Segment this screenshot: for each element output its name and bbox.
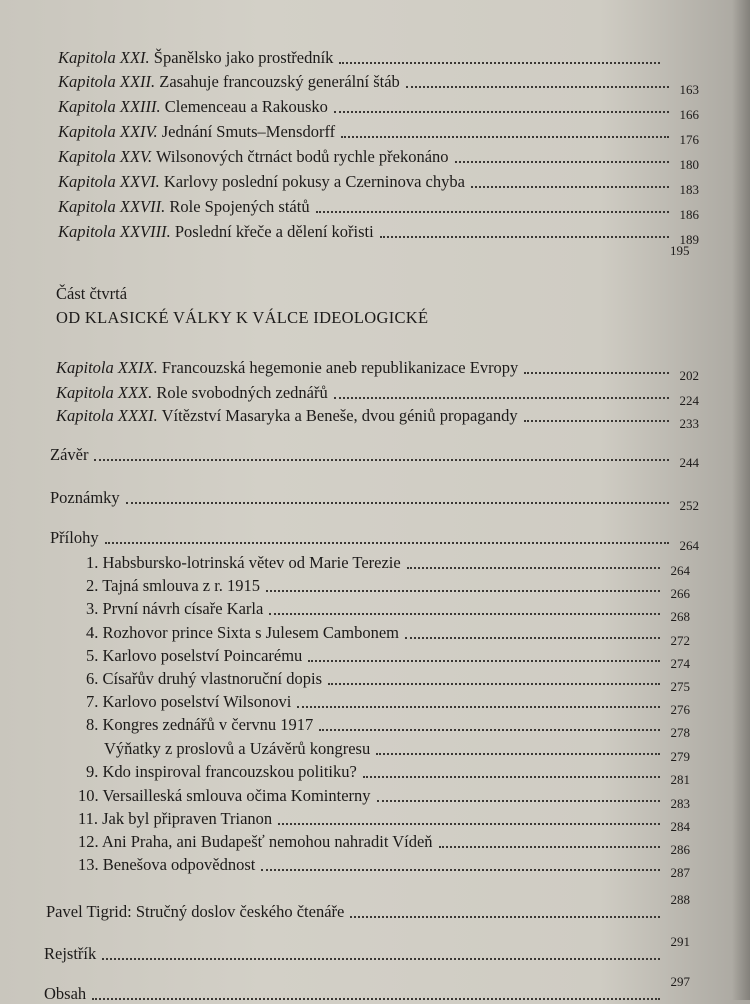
page-number: 286 bbox=[670, 842, 690, 857]
toc-entry bbox=[58, 95, 699, 122]
chapter-title: Karlovy poslední pokusy a Czerninova chyba bbox=[163, 172, 465, 191]
part-label: Část čtvrtá bbox=[56, 284, 128, 303]
leader-dots bbox=[308, 659, 660, 662]
item-number: 9. bbox=[86, 762, 99, 781]
appendix-item bbox=[86, 644, 690, 671]
appendix-item bbox=[78, 853, 690, 880]
chapter-title: Vítězství Masaryka a Beneše, dvou géniů propagandy bbox=[161, 406, 518, 425]
toc-entry bbox=[44, 974, 690, 1004]
page-number: 163 bbox=[679, 82, 699, 97]
item-number: 2. bbox=[86, 576, 99, 595]
toc-entry bbox=[50, 486, 699, 513]
toc-entry bbox=[58, 195, 699, 222]
page-number: 233 bbox=[679, 416, 699, 431]
appendix-item bbox=[86, 574, 690, 601]
section-title: Obsah bbox=[44, 984, 87, 1003]
leader-dots bbox=[94, 458, 669, 461]
item-title: Benešova odpovědnost bbox=[102, 855, 256, 874]
leader-dots bbox=[339, 61, 660, 64]
leader-dots bbox=[380, 235, 669, 238]
leader-dots bbox=[328, 682, 660, 685]
section-title: Poznámky bbox=[50, 488, 120, 507]
toc-entry bbox=[58, 220, 699, 247]
toc-entry bbox=[58, 145, 699, 172]
page-number: 278 bbox=[670, 725, 690, 740]
leader-dots bbox=[407, 566, 660, 569]
item-title: Ani Praha, ani Budapešť nemohou nahradit Vídeň bbox=[101, 832, 433, 851]
chapter-title: Role Spojených států bbox=[169, 197, 310, 216]
chapter-title: Jednání Smuts–Mensdorff bbox=[161, 122, 336, 141]
item-number: 4. bbox=[86, 623, 99, 642]
chapter-number: Kapitola XXVII. bbox=[58, 197, 166, 216]
chapter-number: Kapitola XXIV. bbox=[58, 122, 158, 141]
item-number: 6. bbox=[86, 669, 99, 688]
item-number: 8. bbox=[86, 715, 99, 734]
appendix-item bbox=[86, 621, 690, 648]
leader-dots bbox=[524, 419, 669, 422]
chapter-number: Kapitola XXV. bbox=[58, 147, 153, 166]
chapter-number: Kapitola XXXI. bbox=[56, 406, 158, 425]
page-number: 166 bbox=[679, 107, 699, 122]
item-number: 11. bbox=[78, 809, 99, 828]
page-number: 272 bbox=[670, 633, 690, 648]
leader-dots bbox=[406, 85, 669, 88]
page-edge-shadow bbox=[732, 0, 750, 1000]
part-title: OD KLASICKÉ VÁLKY K VÁLCE IDEOLOGICKÉ bbox=[56, 308, 429, 327]
section-title: Pavel Tigrid: Stručný doslov českého čtenáře bbox=[46, 902, 345, 921]
page-number: 252 bbox=[679, 498, 699, 513]
page-number: 276 bbox=[670, 702, 690, 717]
page-number: 186 bbox=[679, 207, 699, 222]
chapter-title: Clemenceau a Rakousko bbox=[164, 97, 328, 116]
appendix-item bbox=[86, 760, 690, 787]
chapter-title: Role svobodných zednářů bbox=[156, 383, 328, 402]
item-title: Kdo inspiroval francouzskou politiku? bbox=[102, 762, 357, 781]
appendix-item bbox=[86, 597, 690, 624]
leader-dots bbox=[439, 845, 660, 848]
toc-entry bbox=[58, 120, 699, 147]
item-number: 13. bbox=[78, 855, 99, 874]
page-number: 288 bbox=[670, 892, 690, 907]
item-number: 5. bbox=[86, 646, 99, 665]
leader-dots bbox=[377, 799, 660, 802]
item-number: 1. bbox=[86, 553, 99, 572]
page-number: 189 bbox=[679, 232, 699, 247]
appendix-item bbox=[86, 551, 690, 578]
page-number: 195 bbox=[670, 243, 690, 258]
section-title: Rejstřík bbox=[44, 944, 97, 963]
item-title: Jak byl připraven Trianon bbox=[102, 809, 273, 828]
page-number: 244 bbox=[679, 455, 699, 470]
leader-dots bbox=[455, 160, 669, 163]
leader-dots bbox=[376, 752, 660, 755]
chapter-title: Poslední křeče a dělení kořisti bbox=[174, 222, 374, 241]
item-number: 10. bbox=[78, 786, 99, 805]
leader-dots bbox=[269, 612, 660, 615]
item-title: Kongres zednářů v červnu 1917 bbox=[102, 715, 314, 734]
chapter-title: Francouzská hegemonie aneb republikanizace Evropy bbox=[161, 358, 519, 377]
leader-dots bbox=[350, 915, 660, 918]
item-title: Císařův druhý vlastnoruční dopis bbox=[102, 669, 323, 688]
toc-entry bbox=[56, 381, 699, 408]
toc-entry bbox=[58, 46, 690, 68]
toc-entry bbox=[58, 70, 699, 97]
item-title: Tajná smlouva z r. 1915 bbox=[102, 576, 261, 595]
item-title: Habsbursko-lotrinská větev od Marie Terezie bbox=[102, 553, 401, 572]
leader-dots bbox=[334, 396, 669, 399]
toc-entry bbox=[50, 443, 699, 470]
item-title: Karlovo poselství Wilsonovi bbox=[102, 692, 292, 711]
chapter-title: Wilsonových čtrnáct bodů rychle překonáno bbox=[155, 147, 449, 166]
page-number: 264 bbox=[670, 563, 690, 578]
item-title: Rozhovor prince Sixta s Julesem Cambonem bbox=[102, 623, 399, 642]
page-number: 283 bbox=[670, 796, 690, 811]
toc-entry bbox=[44, 934, 690, 964]
chapter-number: Kapitola XXI. bbox=[58, 48, 150, 67]
page-number: 224 bbox=[679, 393, 699, 408]
toc-entry bbox=[46, 892, 690, 922]
page-number: 176 bbox=[679, 132, 699, 147]
leader-dots bbox=[405, 636, 660, 639]
leader-dots bbox=[334, 110, 669, 113]
leader-dots bbox=[341, 135, 669, 138]
leader-dots bbox=[363, 775, 660, 778]
page-number: 297 bbox=[670, 974, 690, 989]
leader-dots bbox=[278, 822, 660, 825]
appendix-item bbox=[86, 690, 690, 717]
leader-dots bbox=[266, 589, 660, 592]
toc-entry bbox=[56, 404, 699, 431]
chapter-number: Kapitola XXX. bbox=[56, 383, 153, 402]
chapter-number: Kapitola XXII. bbox=[58, 72, 156, 91]
appendix-item bbox=[78, 830, 690, 857]
chapter-title: Zasahuje francouzský generální štáb bbox=[159, 72, 400, 91]
item-number: 12. bbox=[78, 832, 99, 851]
chapter-number: Kapitola XXIII. bbox=[58, 97, 161, 116]
page-number: 180 bbox=[679, 157, 699, 172]
page-number: 266 bbox=[670, 586, 690, 601]
toc-entry bbox=[56, 356, 699, 383]
page-number: 287 bbox=[670, 865, 690, 880]
leader-dots bbox=[316, 210, 669, 213]
page-number: 202 bbox=[679, 368, 699, 383]
appendix-item bbox=[104, 737, 690, 764]
chapter-number: Kapitola XXIX. bbox=[56, 358, 158, 377]
chapter-number: Kapitola XXVIII. bbox=[58, 222, 171, 241]
page-number: 268 bbox=[670, 609, 690, 624]
chapter-number: Kapitola XXVI. bbox=[58, 172, 160, 191]
page-number: 183 bbox=[679, 182, 699, 197]
leader-dots bbox=[524, 371, 669, 374]
item-title: Výňatky z proslovů a Uzávěrů kongresu bbox=[104, 739, 371, 758]
leader-dots bbox=[105, 541, 669, 544]
item-title: První návrh císaře Karla bbox=[102, 599, 264, 618]
appendix-item bbox=[86, 667, 690, 694]
item-title: Karlovo poselství Poincarému bbox=[102, 646, 303, 665]
section-title: Závěr bbox=[50, 445, 89, 464]
appendix-item bbox=[86, 713, 690, 740]
leader-dots bbox=[102, 957, 660, 960]
section-title: Přílohy bbox=[50, 528, 99, 547]
page-number: 284 bbox=[670, 819, 690, 834]
page-number: 291 bbox=[670, 934, 690, 949]
leader-dots bbox=[126, 501, 669, 504]
page-number: 274 bbox=[670, 656, 690, 671]
appendix-item bbox=[78, 784, 690, 811]
leader-dots bbox=[261, 868, 660, 871]
page-number: 275 bbox=[670, 679, 690, 694]
item-title: Versailleská smlouva očima Kominterny bbox=[102, 786, 371, 805]
toc-entry bbox=[58, 170, 699, 197]
page-number: 279 bbox=[670, 749, 690, 764]
toc-entry bbox=[50, 526, 699, 553]
page-number: 281 bbox=[670, 772, 690, 787]
appendix-item bbox=[78, 807, 690, 834]
item-number: 3. bbox=[86, 599, 99, 618]
leader-dots bbox=[297, 705, 660, 708]
chapter-title: Španělsko jako prostředník bbox=[153, 48, 334, 67]
leader-dots bbox=[471, 185, 669, 188]
page-number: 264 bbox=[679, 538, 699, 553]
item-number: 7. bbox=[86, 692, 99, 711]
leader-dots bbox=[319, 728, 660, 731]
